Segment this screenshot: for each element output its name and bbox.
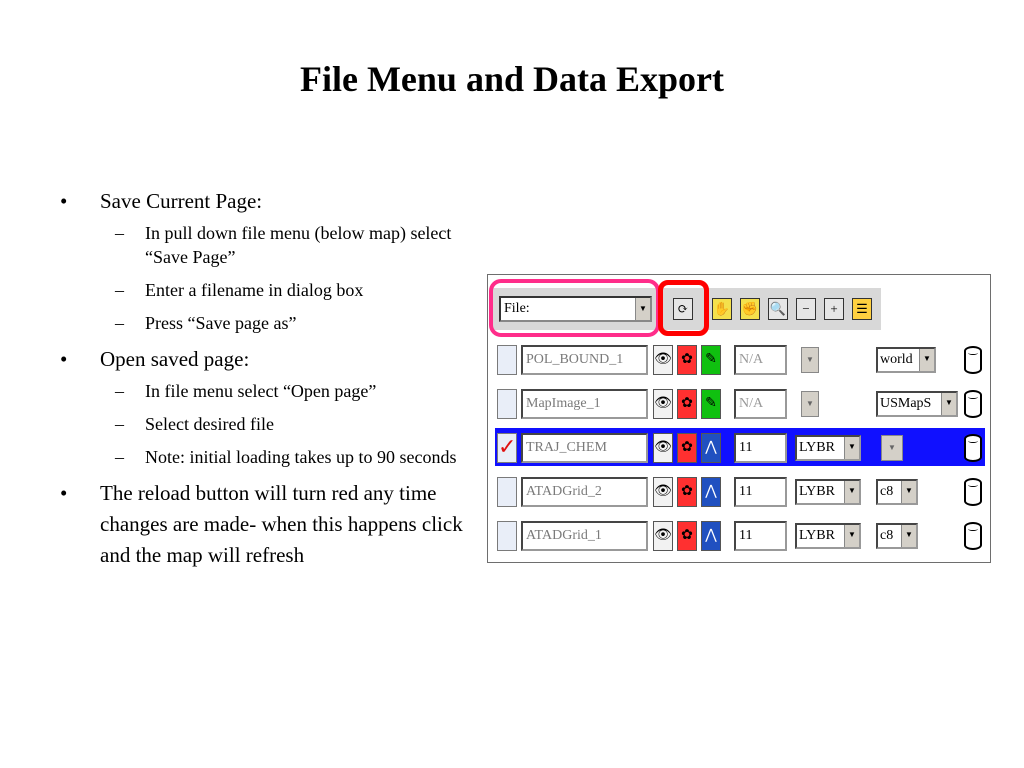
file-menu-value: File:	[504, 301, 530, 316]
eye-icon[interactable]: 👁	[653, 389, 673, 419]
map-select-value: USMapS	[880, 396, 932, 411]
eye-icon[interactable]: 👁	[653, 433, 673, 463]
layer-name-field[interactable]: MapImage_1	[521, 389, 648, 419]
edit-layer-icon[interactable]: ✎	[701, 345, 721, 375]
eye-icon[interactable]: 👁	[653, 345, 673, 375]
sub-bullet-text: In pull down file menu (below map) select “Save Page”	[145, 223, 452, 267]
palette-icon[interactable]: ✿	[677, 521, 697, 551]
file-menu-highlight	[489, 279, 660, 337]
style-select-value: LYBR	[799, 484, 835, 499]
chevron-down-icon[interactable]: ▼	[844, 481, 859, 503]
reload-icon[interactable]: ⟳	[673, 298, 693, 320]
style-select[interactable]	[795, 435, 861, 461]
edit-layer-icon[interactable]: ✎	[701, 389, 721, 419]
chevron-down-icon: ▼	[801, 391, 819, 417]
dash-marker: –	[115, 381, 124, 401]
chevron-down-icon: ▼	[881, 435, 903, 461]
zoom-in-icon[interactable]: +	[824, 298, 844, 320]
dash-marker: –	[115, 313, 124, 333]
map-select[interactable]	[876, 479, 918, 505]
trajectory-icon[interactable]: ⋀	[701, 521, 721, 551]
palette-icon[interactable]: ✿	[677, 389, 697, 419]
chevron-down-icon[interactable]: ▼	[844, 525, 859, 547]
eye-icon[interactable]: 👁	[653, 477, 673, 507]
style-select-value: LYBR	[799, 440, 835, 455]
dash-marker: –	[115, 447, 124, 467]
database-icon[interactable]	[964, 390, 982, 418]
map-select[interactable]	[876, 391, 958, 417]
sub-bullet	[100, 311, 480, 335]
map-select-value: world	[880, 352, 913, 367]
layer-name-field[interactable]: TRAJ_CHEM	[521, 433, 648, 463]
database-icon[interactable]	[964, 478, 982, 506]
bullet-reload	[60, 478, 480, 571]
zoom-icon[interactable]: 🔍	[768, 298, 788, 320]
chevron-down-icon[interactable]: ▼	[844, 437, 859, 459]
bullet-marker: •	[60, 189, 68, 213]
layer-value-field[interactable]: 11	[734, 433, 787, 463]
layer-name-field[interactable]: ATADGrid_2	[521, 477, 648, 507]
dash-marker: –	[115, 280, 124, 300]
layer-checkbox-checked[interactable]: ✓	[497, 433, 517, 463]
database-icon[interactable]	[964, 522, 982, 550]
dash-marker: –	[115, 223, 124, 243]
eye-icon[interactable]: 👁	[653, 521, 673, 551]
style-select[interactable]	[795, 523, 861, 549]
palette-icon[interactable]: ✿	[677, 433, 697, 463]
layer-checkbox[interactable]	[497, 477, 517, 507]
sub-bullet-text: Note: initial loading takes up to 90 seconds	[145, 447, 457, 467]
sub-bullet	[100, 221, 480, 269]
zoom-out-icon[interactable]: −	[796, 298, 816, 320]
chevron-down-icon: ▼	[801, 347, 819, 373]
bullet-save-page	[60, 186, 480, 217]
chevron-down-icon[interactable]: ▼	[919, 349, 934, 371]
chevron-down-icon[interactable]: ▼	[901, 525, 916, 547]
sub-bullet-text: Enter a filename in dialog box	[145, 280, 364, 300]
map-select[interactable]	[876, 523, 918, 549]
bullet-text: Save Current Page:	[100, 189, 263, 213]
palette-icon[interactable]: ✿	[677, 345, 697, 375]
sub-bullet	[100, 379, 480, 403]
pan-hand-icon[interactable]: ✋	[712, 298, 732, 320]
layer-value-field[interactable]: N/A	[734, 345, 787, 375]
style-select[interactable]	[795, 479, 861, 505]
palette-icon[interactable]: ✿	[677, 477, 697, 507]
layer-value-field[interactable]: 11	[734, 521, 787, 551]
sub-bullet-text: Select desired file	[145, 414, 274, 434]
reload-highlight	[658, 280, 709, 336]
sub-bullet	[100, 278, 480, 302]
slide-title: File Menu and Data Export	[299, 59, 724, 99]
dash-marker: –	[115, 414, 124, 434]
layer-value-field[interactable]: 11	[734, 477, 787, 507]
layer-name-field[interactable]: ATADGrid_1	[521, 521, 648, 551]
sub-bullet-text: In file menu select “Open page”	[145, 381, 377, 401]
grab-hand-icon[interactable]: ✊	[740, 298, 760, 320]
layer-value-field[interactable]: N/A	[734, 389, 787, 419]
database-icon[interactable]	[964, 346, 982, 374]
style-select-value: LYBR	[799, 528, 835, 543]
chevron-down-icon[interactable]: ▼	[635, 298, 650, 320]
chevron-down-icon[interactable]: ▼	[901, 481, 916, 503]
bullet-marker: •	[60, 347, 68, 371]
bullet-text: The reload button will turn red any time changes are made- when this happens click and the map will refresh	[100, 481, 463, 567]
sub-bullet	[100, 412, 480, 436]
legend-icon[interactable]: ☰	[852, 298, 872, 320]
sub-bullet-text: Press “Save page as”	[145, 313, 297, 333]
layer-checkbox[interactable]	[497, 389, 517, 419]
layer-checkbox[interactable]	[497, 521, 517, 551]
map-select-value: c8	[880, 484, 894, 499]
bullet-text: Open saved page:	[100, 347, 250, 371]
chevron-down-icon[interactable]: ▼	[941, 393, 956, 415]
bullet-marker: •	[60, 481, 68, 505]
layer-name-field[interactable]: POL_BOUND_1	[521, 345, 648, 375]
layer-checkbox[interactable]	[497, 345, 517, 375]
trajectory-icon[interactable]: ⋀	[701, 433, 721, 463]
trajectory-icon[interactable]: ⋀	[701, 477, 721, 507]
database-icon[interactable]	[964, 434, 982, 462]
map-select[interactable]	[876, 347, 936, 373]
sub-bullet	[100, 445, 480, 469]
bullet-list	[60, 186, 480, 575]
bullet-open-page	[60, 344, 480, 375]
map-select-value: c8	[880, 528, 894, 543]
